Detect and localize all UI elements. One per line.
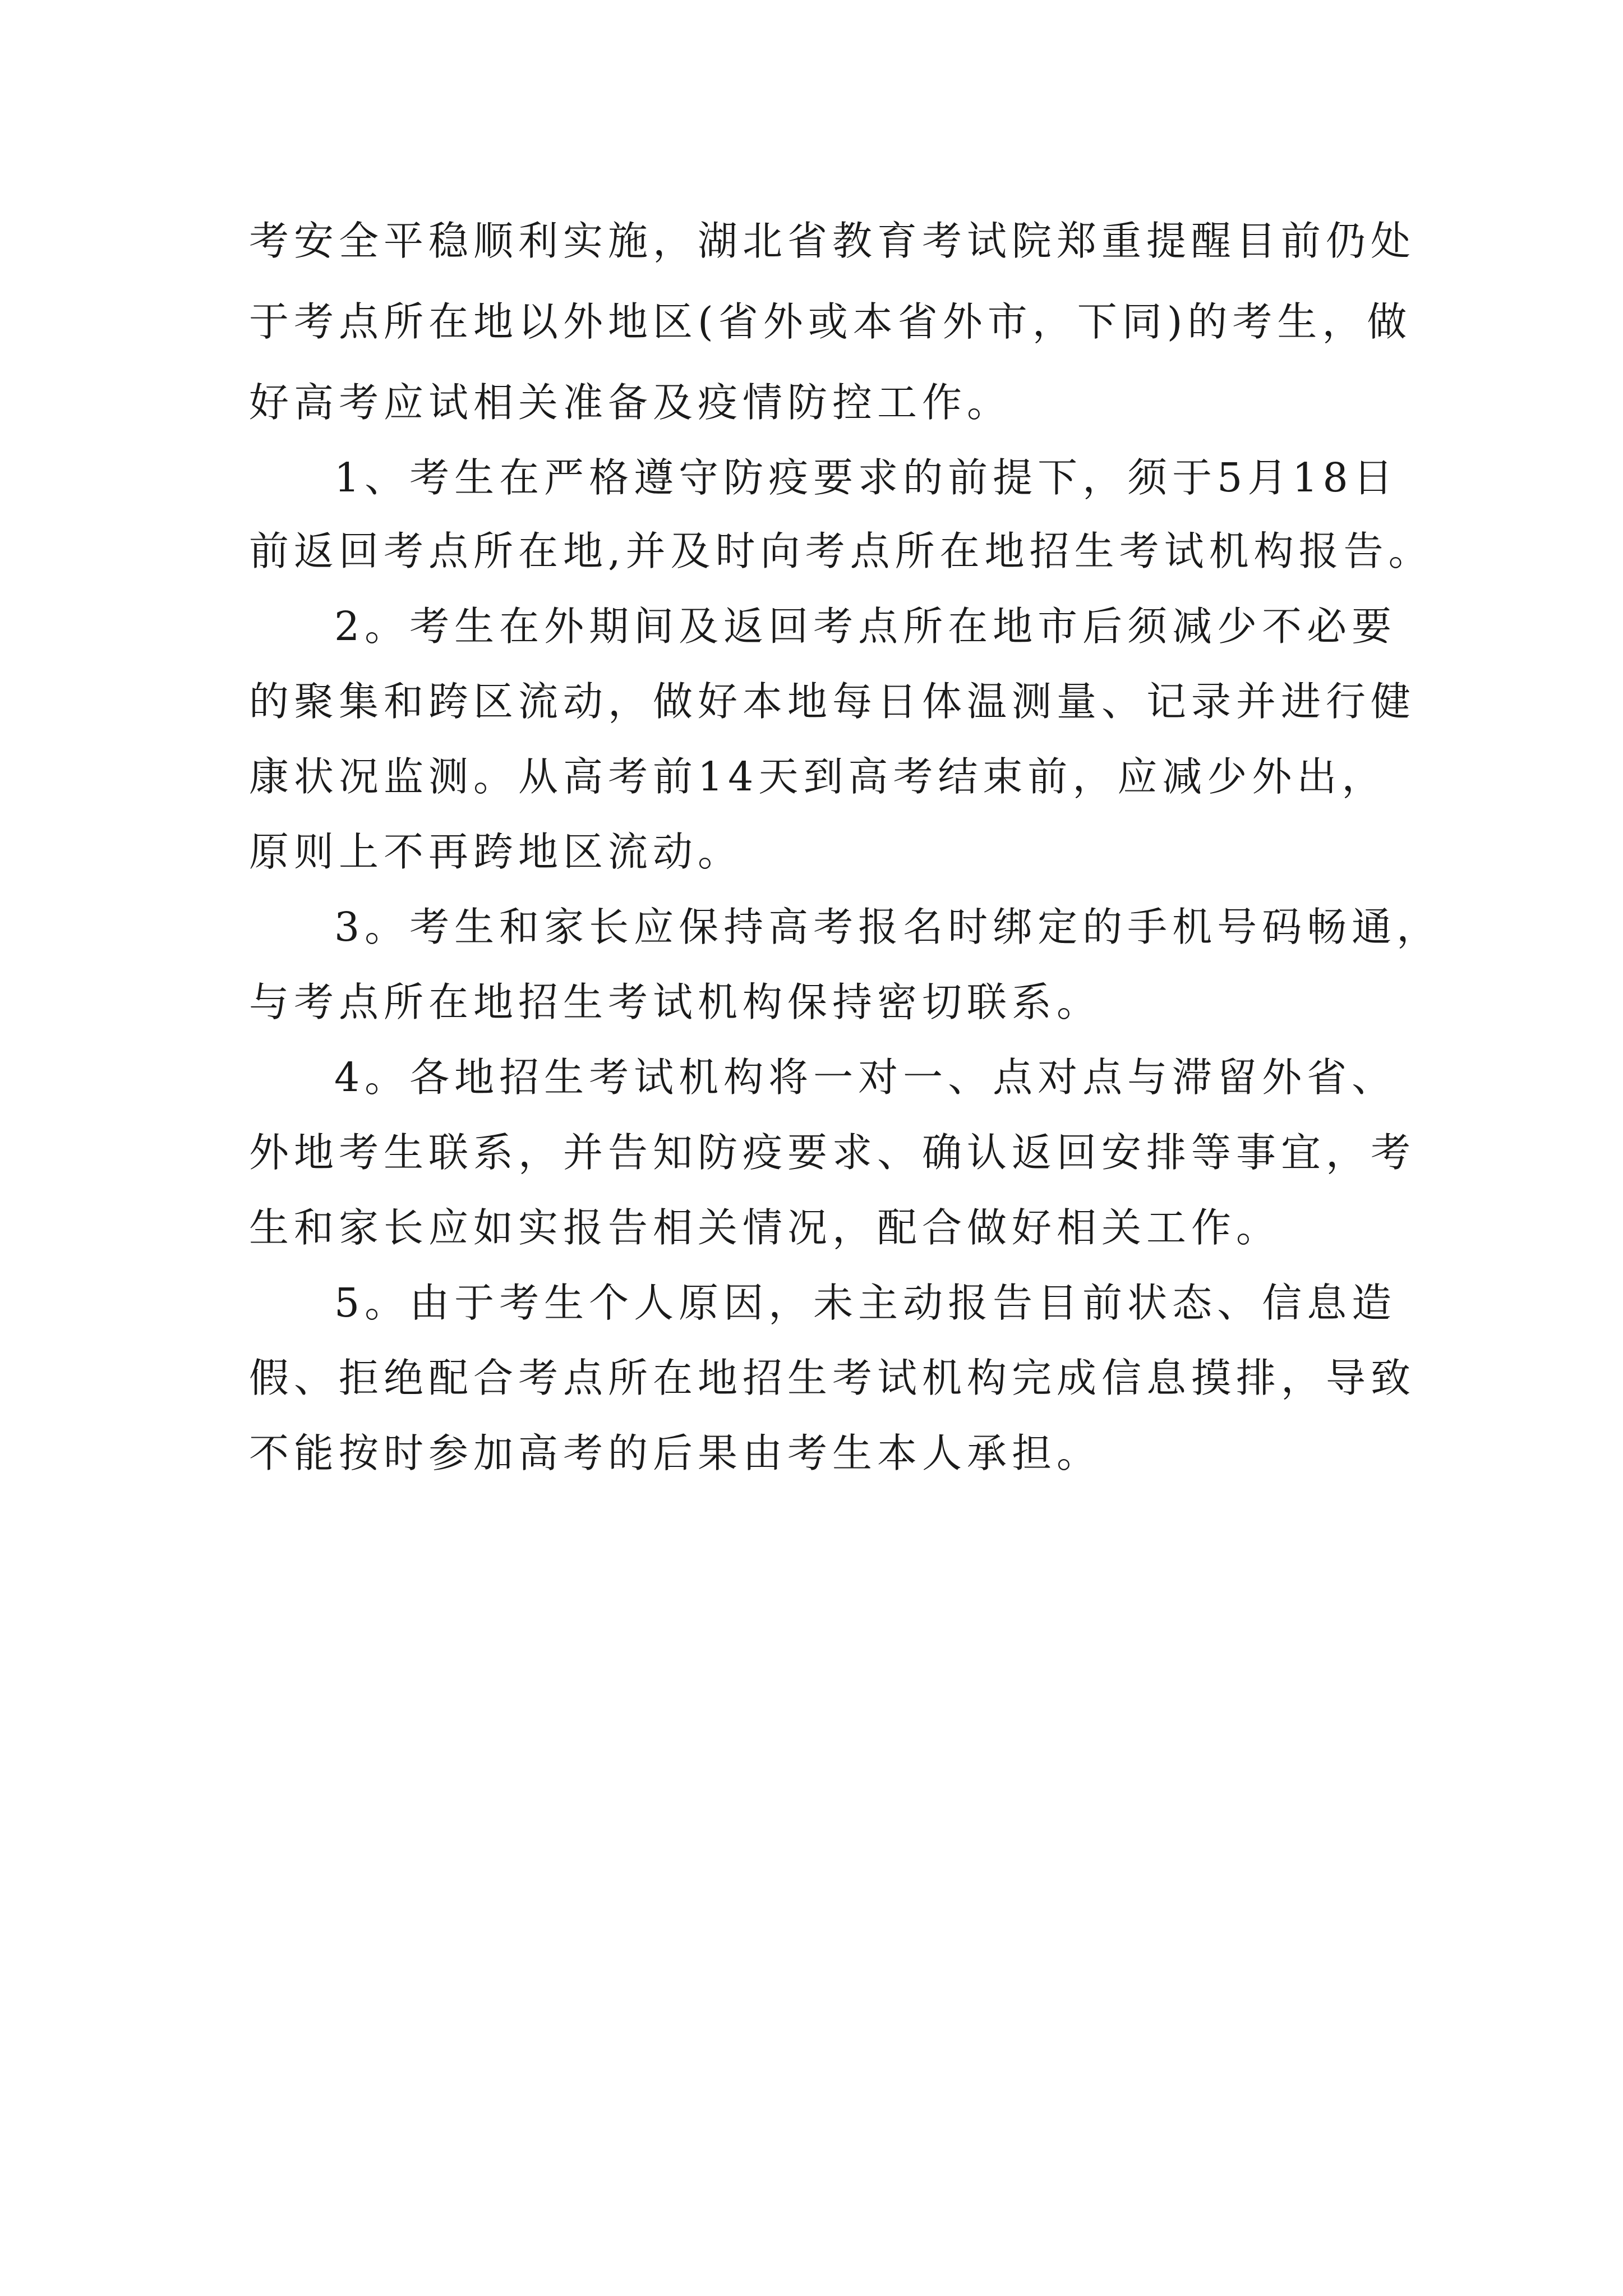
item-5-line-3: 不能按时参加高考的后果由考生本人承担。	[249, 1430, 1102, 1476]
paragraph-intro-line-3: 好高考应试相关准备及疫情防控工作。	[249, 379, 1012, 426]
item-2-line-1: 2。考生在外期间及返回考点所在地市后须减少不必要	[334, 603, 1397, 650]
item-1-line-1: 1、考生在严格遵守防疫要求的前提下，须于5月18日	[334, 454, 1398, 501]
paragraph-intro-line-1: 考安全平稳顺利实施，湖北省教育考试院郑重提醒目前仍处	[249, 218, 1416, 264]
item-5-line-2: 假、拒绝配合考点所在地招生考试机构完成信息摸排，导致	[249, 1355, 1416, 1401]
item-5-line-1: 5。由于考生个人原因，未主动报告目前状态、信息造	[334, 1280, 1397, 1326]
item-4-line-1: 4。各地招生考试机构将一对一、点对点与滞留外省、	[334, 1054, 1397, 1101]
item-4-line-3: 生和家长应如实报告相关情况，配合做好相关工作。	[249, 1204, 1281, 1251]
item-2-line-4: 原则上不再跨地区流动。	[249, 829, 743, 875]
item-4-line-2: 外地考生联系，并告知防疫要求、确认返回安排等事宜，考	[249, 1129, 1416, 1176]
paragraph-intro-line-2: 于考点所在地以外地区(省外或本省外市，下同)的考生，做	[249, 298, 1412, 345]
item-3-line-1: 3。考生和家长应保持高考报名时绑定的手机号码畅通，	[334, 904, 1442, 950]
item-2-line-2: 的聚集和跨区流动，做好本地每日体温测量、记录并进行健	[249, 678, 1416, 725]
item-3-line-2: 与考点所在地招生考试机构保持密切联系。	[249, 979, 1102, 1025]
item-1-line-2: 前返回考点所在地,并及时向考点所在地招生考试机构报告。	[249, 528, 1433, 574]
item-2-line-3: 康状况监测。从高考前14天到高考结束前，应减少外出，	[249, 753, 1387, 800]
